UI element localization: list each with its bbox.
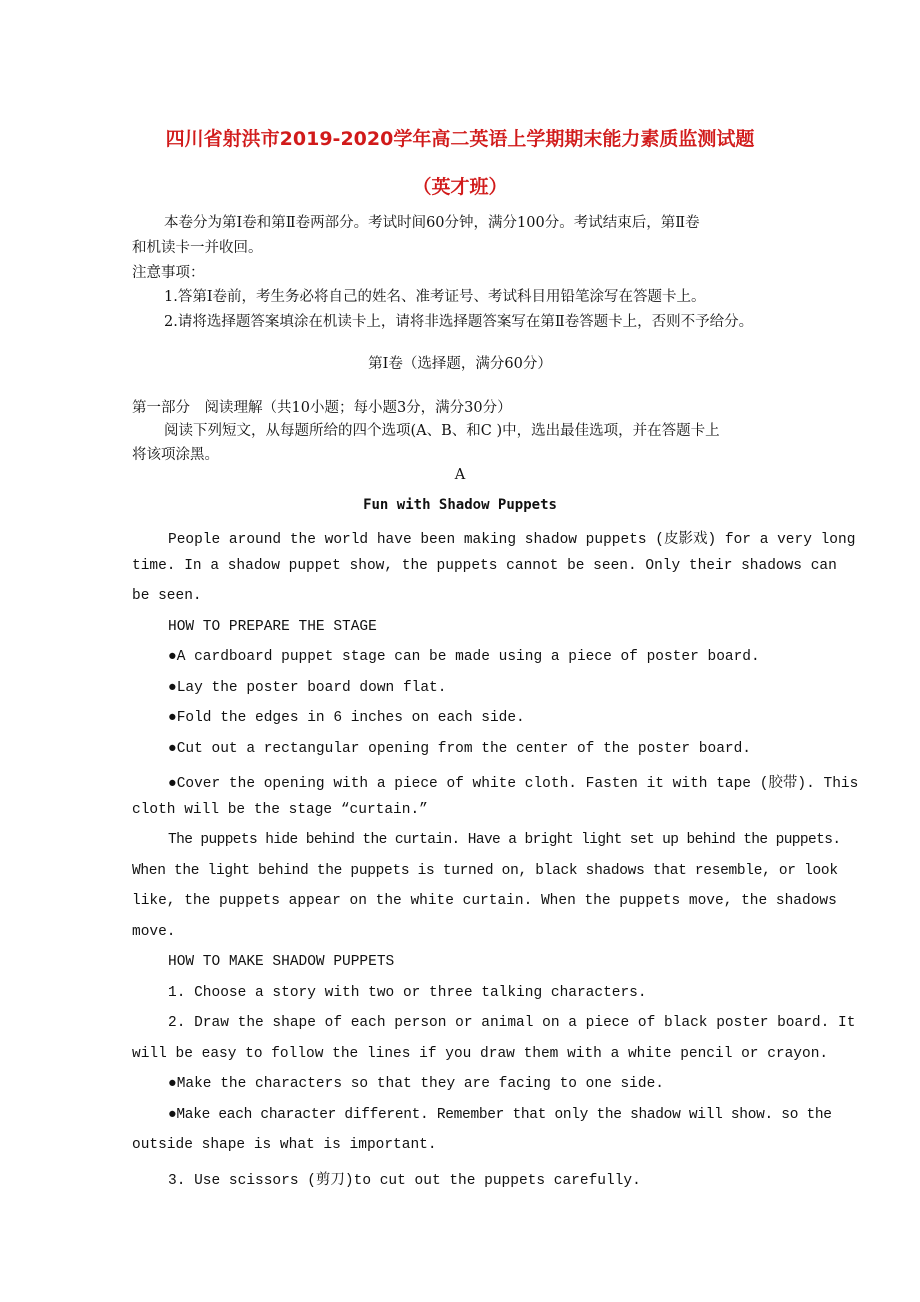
intro-line-2: 和机读卡一并收回。 xyxy=(132,240,263,256)
step-item: 2. Draw the shape of each person or animal on a piece of black poster board. It xyxy=(168,1015,856,1031)
passage-line: be seen. xyxy=(132,588,202,604)
passage-line: The puppets hide behind the curtain. Have a bright light set up behind the puppets. xyxy=(168,832,841,848)
bullet-item: ●Make the characters so that they are facing to one side. xyxy=(168,1076,664,1092)
exam-title: 四川省射洪市2019-2020学年高二英语上学期期末能力素质监测试题 xyxy=(165,128,755,150)
part-heading: 第一部分 阅读理解（共10小题；每小题3分，满分30分） xyxy=(132,400,512,416)
bullet-item: ●A cardboard puppet stage can be made using a piece of poster board. xyxy=(168,649,760,665)
passage-label: A xyxy=(454,467,466,483)
bullet-item: ●Cut out a rectangular opening from the center of the poster board. xyxy=(168,741,751,757)
step-item: 1. Choose a story with two or three talking characters. xyxy=(168,985,647,1001)
passage-line: cloth will be the stage “curtain.” xyxy=(132,802,428,818)
subheading-make-puppets: HOW TO MAKE SHADOW PUPPETS xyxy=(168,954,395,970)
passage-line: will be easy to follow the lines if you draw them with a white pencil or crayon. xyxy=(132,1046,829,1062)
passage-line: People around the world have been making shadow puppets (皮影戏) for a very long xyxy=(168,532,856,548)
part-instructions-line-2: 将该项涂黑。 xyxy=(132,447,219,463)
passage-line: like, the puppets appear on the white curtain. When the puppets move, the shadows xyxy=(132,893,837,909)
passage-line: outside shape is what is important. xyxy=(132,1137,437,1153)
bullet-item: ●Cover the opening with a piece of white cloth. Fasten it with tape (胶带). This xyxy=(168,776,859,792)
bullet-item: ●Make each character different. Remember that only the shadow will show. so the xyxy=(168,1107,832,1123)
notes-heading: 注意事项： xyxy=(132,265,205,281)
passage-line: time. In a shadow puppet show, the puppets cannot be seen. Only their shadows can xyxy=(132,558,837,574)
intro-line-1: 本卷分为第Ⅰ卷和第Ⅱ卷两部分。考试时间60分钟，满分100分。考试结束后，第Ⅱ卷 xyxy=(164,215,700,231)
section-heading: 第Ⅰ卷（选择题，满分60分） xyxy=(368,356,552,372)
part-instructions-line-1: 阅读下列短文，从每题所给的四个选项(A、B、和C )中，选出最佳选项，并在答题卡上 xyxy=(164,423,720,439)
note-2: 2.请将选择题答案填涂在机读卡上，请将非选择题答案写在第Ⅱ卷答题卡上，否则不予给分。 xyxy=(164,314,754,330)
exam-subtitle: （英才班） xyxy=(412,176,508,198)
passage-line: move. xyxy=(132,924,176,940)
step-item: 3. Use scissors (剪刀)to cut out the puppets carefully. xyxy=(168,1173,641,1189)
passage-title: Fun with Shadow Puppets xyxy=(363,497,557,513)
passage-line: When the light behind the puppets is turned on, black shadows that resemble, or look xyxy=(132,863,838,879)
note-1: 1.答第Ⅰ卷前，考生务必将自己的姓名、准考证号、考试科目用铅笔涂写在答题卡上。 xyxy=(164,289,706,305)
subheading-prepare-stage: HOW TO PREPARE THE STAGE xyxy=(168,619,377,635)
bullet-item: ●Fold the edges in 6 inches on each side. xyxy=(168,710,525,726)
bullet-item: ●Lay the poster board down flat. xyxy=(168,680,447,696)
